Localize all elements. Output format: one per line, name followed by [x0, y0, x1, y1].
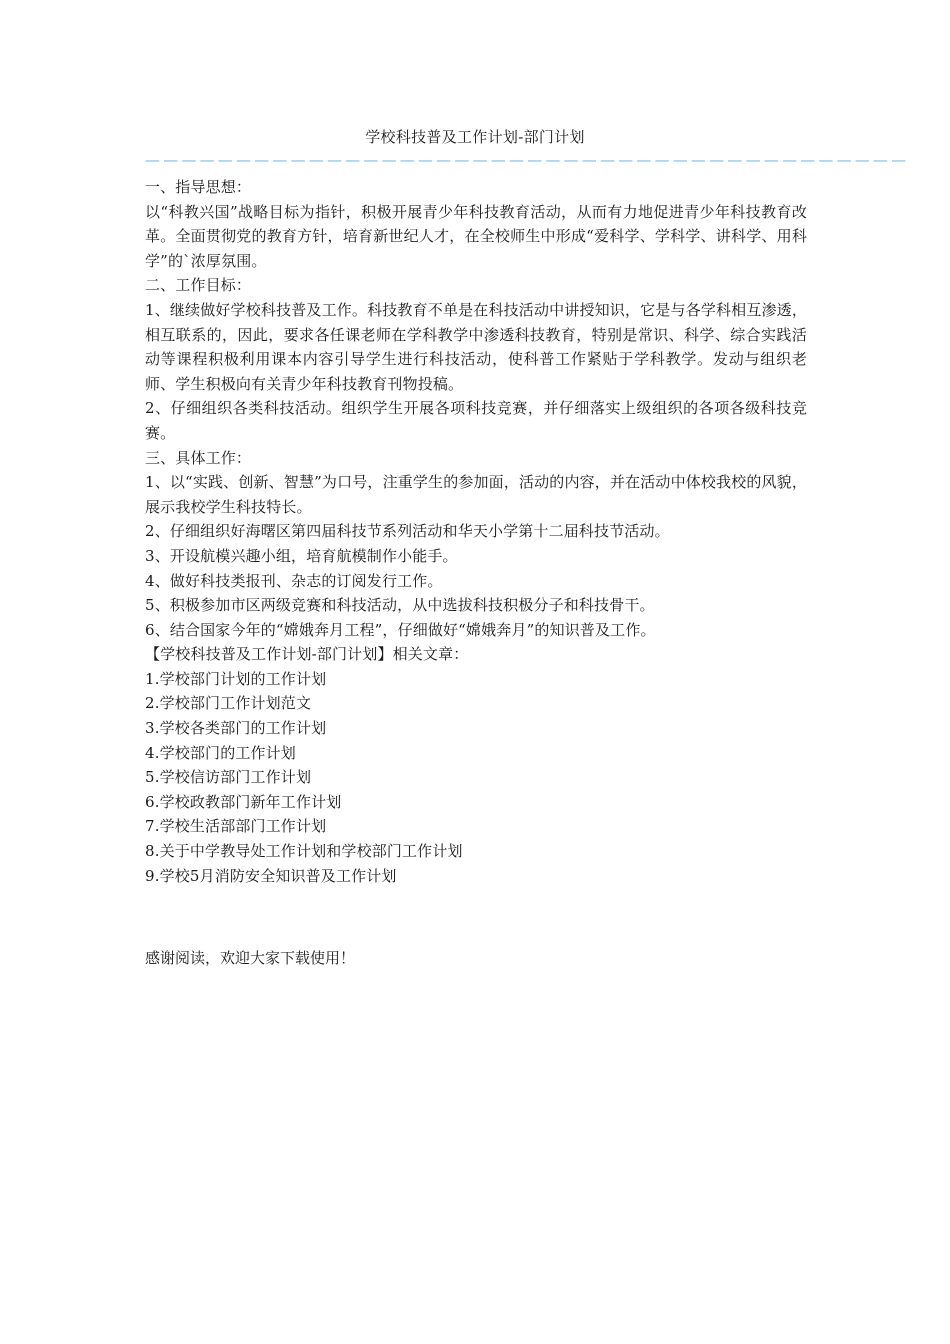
paragraph-work-1: 1、以“实践、创新、智慧”为口号，注重学生的参加面，活动的内容，并在活动中体校我校的风貌，展示我校学生科技特长。 [145, 473, 807, 516]
paragraph-work-3: 3、开设航模兴趣小组，培育航模制作小能手。 [145, 546, 458, 565]
document-title: 学校科技普及工作计划-部门计划 [365, 128, 585, 146]
related-articles-heading: 【学校科技普及工作计划-部门计划】相关文章： [145, 645, 469, 664]
section-heading-specific-work: 三、具体工作： [145, 448, 252, 467]
section-heading-work-goals: 二、工作目标： [145, 276, 252, 295]
paragraph-work-2: 2、仔细组织好海曙区第四届科技节系列活动和华天小学第十二届科技节活动。 [145, 522, 670, 541]
related-article-link[interactable]: 5.学校信访部门工作计划 [145, 768, 312, 787]
document-body [145, 175, 807, 888]
related-article-link[interactable]: 9.学校5月消防安全知识普及工作计划 [145, 866, 397, 885]
paragraph-goal-1: 1、继续做好学校科技普及工作。科技教育不单是在科技活动中讲授知识，它是与各学科相互渗透，相互联系的，因此，要求各任课老师在学科教学中渗透科技教育，特别是常识、科学、综合实践活动等课程积极利用课本内容引导学生进行科技活动，使科普工作紧贴于学科教学。发动与组织老师、学生积极向有关青少年科技教育刊物投稿。 [145, 300, 807, 393]
related-article-link[interactable]: 6.学校政教部门新年工作计划 [145, 792, 342, 811]
paragraph-work-5: 5、积极参加市区两级竞赛和科技活动，从中选拔科技积极分子和科技骨干。 [145, 596, 655, 615]
related-article-link[interactable]: 2.学校部门工作计划范文 [145, 694, 312, 713]
related-articles-list [145, 667, 807, 888]
title-divider: —————————————————————————————————————————— [145, 151, 910, 169]
paragraph-work-4: 4、做好科技类报刊、杂志的订阅发行工作。 [145, 571, 443, 590]
related-article-link[interactable]: 7.学校生活部部门工作计划 [145, 817, 327, 836]
related-article-link[interactable]: 4.学校部门的工作计划 [145, 743, 296, 762]
closing-text: 感谢阅读，欢迎大家下载使用！ [145, 949, 356, 967]
paragraph-goal-2: 2、仔细组织各类科技活动。组织学生开展各项科技竞赛，并仔细落实上级组织的各项各级科技竞赛。 [145, 399, 807, 442]
section-heading-guiding-ideology: 一、指导思想： [145, 178, 252, 196]
paragraph-work-6: 6、结合国家今年的“嫦娥奔月工程”，仔细做好“嫦娥奔月”的知识普及工作。 [145, 620, 656, 639]
related-article-link[interactable]: 1.学校部门计划的工作计划 [145, 669, 327, 688]
paragraph-guiding-ideology: 以“科教兴国”战略目标为指针，积极开展青少年科技教育活动，从而有力地促进青少年科技教育改革。全面贯彻党的教育方针，培育新世纪人才，在全校师生中形成“爱科学、学科学、讲科学、用科学”的`浓厚氛围。 [145, 202, 807, 270]
related-article-link[interactable]: 8.关于中学教导处工作计划和学校部门工作计划 [145, 842, 463, 861]
related-article-link[interactable]: 3.学校各类部门的工作计划 [145, 719, 327, 738]
